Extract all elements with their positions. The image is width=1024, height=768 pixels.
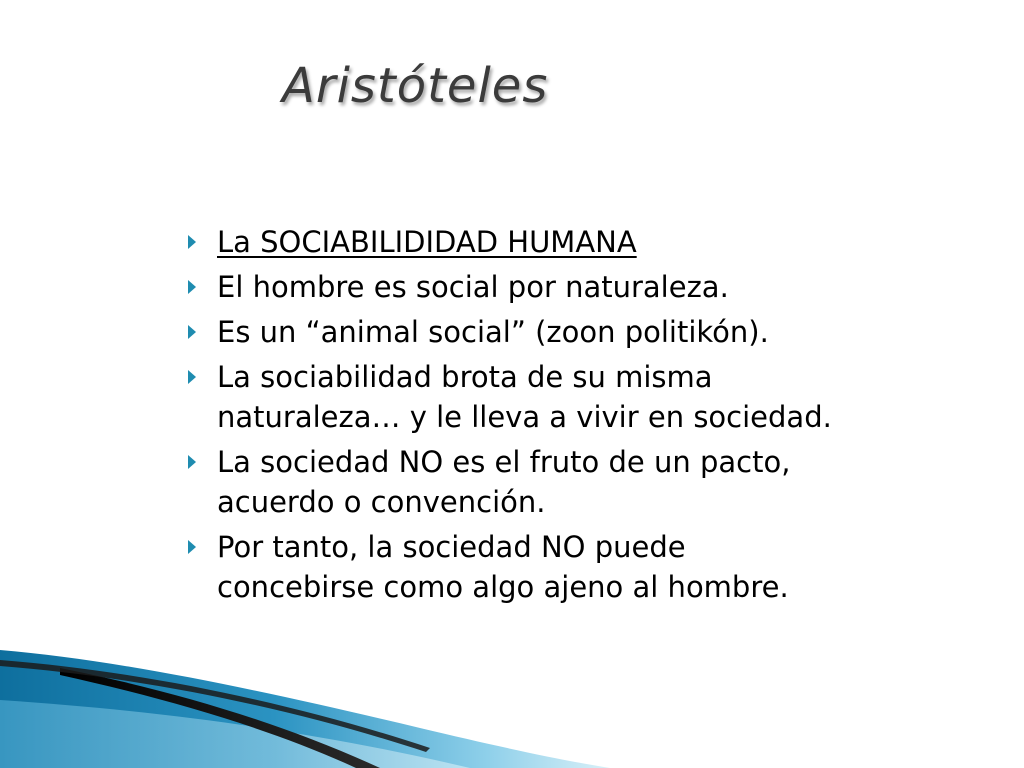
triangle-bullet-icon — [188, 325, 196, 339]
bullet-item — [186, 442, 1006, 522]
bullet-item — [186, 312, 1006, 352]
thin-swoosh-line — [0, 660, 430, 752]
bullet-text-line: Es un “animal social” (zoon politikón). — [217, 315, 769, 349]
light-swoosh-shape — [0, 700, 470, 768]
bullet-text-line: La sociabilidad brota de su misma — [217, 360, 713, 394]
slide-title: Aristóteles — [282, 58, 549, 114]
bullet-text-line: Por tanto, la sociedad NO puede — [217, 530, 686, 564]
bullet-text-line: naturaleza… y le lleva a vivir en sociedad. — [217, 400, 832, 434]
bullet-item — [186, 527, 1006, 607]
bullet-text-line: acuerdo o convención. — [217, 485, 546, 519]
blue-swoosh-shape — [0, 650, 610, 768]
bullet-text-line: La SOCIABILIDIDAD HUMANA — [217, 225, 637, 259]
bullet-item — [186, 267, 1006, 307]
triangle-bullet-icon — [188, 540, 196, 554]
triangle-bullet-icon — [188, 235, 196, 249]
triangle-bullet-icon — [188, 370, 196, 384]
bullet-item — [186, 357, 1006, 437]
bullet-list — [186, 222, 1006, 612]
triangle-bullet-icon — [188, 280, 196, 294]
dark-swoosh-shape — [60, 668, 380, 768]
bullet-text-line: La sociedad NO es el fruto de un pacto, — [217, 445, 791, 479]
bullet-text-line: El hombre es social por naturaleza. — [217, 270, 729, 304]
bullet-item — [186, 222, 1006, 262]
bullet-text-line: concebirse como algo ajeno al hombre. — [217, 570, 789, 604]
triangle-bullet-icon — [188, 455, 196, 469]
